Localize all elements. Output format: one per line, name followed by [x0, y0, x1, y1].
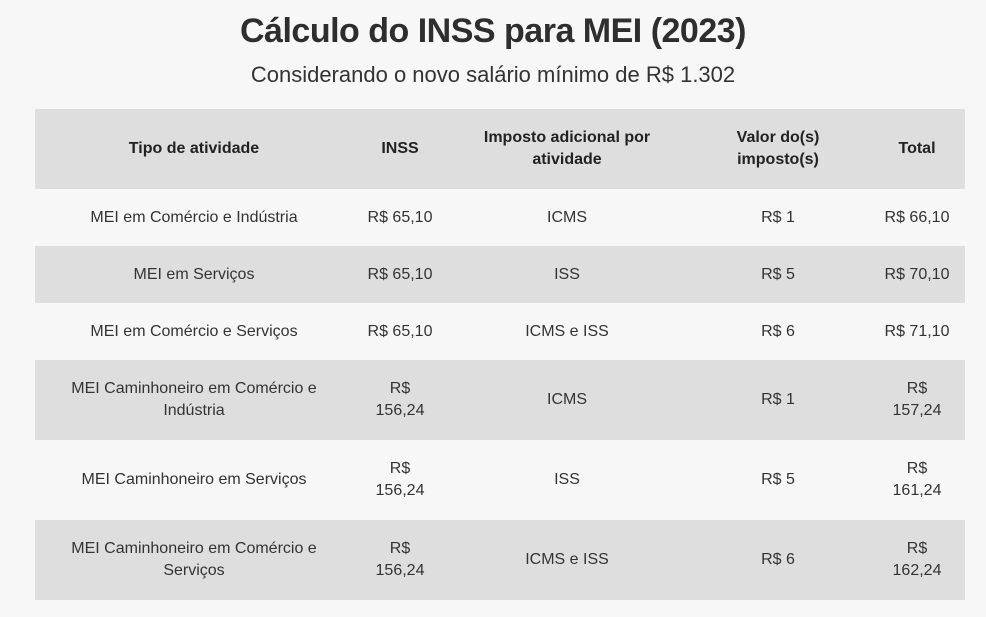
- cell-tipo: [35, 360, 353, 440]
- cell-inss: [353, 520, 447, 600]
- table-row: [35, 303, 965, 360]
- cell-inss: R$ 65,10: [353, 303, 447, 360]
- cell-tipo: MEI Caminhoneiro em Serviços: [35, 440, 353, 520]
- cell-tipo: MEI em Serviços: [35, 246, 353, 303]
- cell-inss: R$ 65,10: [353, 189, 447, 246]
- cell-inss-label: R$ 156,24: [375, 380, 425, 419]
- table-row: [35, 440, 965, 520]
- header-valor: [687, 109, 869, 189]
- cell-inss: R$ 65,10: [353, 246, 447, 303]
- cell-total-label: R$ 157,24: [892, 380, 942, 419]
- cell-inss: [353, 440, 447, 520]
- cell-tipo: [35, 520, 353, 600]
- cell-valor: R$ 6: [687, 303, 869, 360]
- cell-total: [869, 360, 965, 440]
- cell-total: R$ 70,10: [869, 246, 965, 303]
- cell-inss-label: R$ 156,24: [375, 540, 425, 579]
- cell-tipo-label: MEI Caminhoneiro em Comércio e Indústria: [71, 380, 317, 419]
- header-imposto: [447, 109, 687, 189]
- cell-imposto: ICMS e ISS: [447, 303, 687, 360]
- table-row: [35, 246, 965, 303]
- page-subtitle: Considerando o novo salário mínimo de R$ 1.302: [250, 62, 736, 87]
- table-row: [35, 360, 965, 440]
- table-header-row: [35, 109, 965, 189]
- table-row: [35, 189, 965, 246]
- cell-imposto: ISS: [447, 246, 687, 303]
- cell-tipo: MEI em Comércio e Serviços: [35, 303, 353, 360]
- cell-total: [869, 520, 965, 600]
- inss-table: [35, 109, 965, 600]
- page-title: Cálculo do INSS para MEI (2023): [240, 12, 746, 50]
- cell-valor: R$ 1: [687, 360, 869, 440]
- cell-total: R$ 71,10: [869, 303, 965, 360]
- cell-valor: R$ 5: [687, 246, 869, 303]
- cell-imposto: ISS: [447, 440, 687, 520]
- table-row: [35, 520, 965, 600]
- cell-inss-label: R$ 156,24: [375, 460, 425, 499]
- header-valor-label: Valor do(s) imposto(s): [736, 129, 820, 168]
- cell-valor: R$ 6: [687, 520, 869, 600]
- cell-total: R$ 66,10: [869, 189, 965, 246]
- cell-valor: R$ 5: [687, 440, 869, 520]
- cell-total-label: R$ 161,24: [892, 460, 942, 499]
- header-imposto-label: Imposto adicional por atividade: [483, 129, 651, 168]
- header-inss: INSS: [353, 109, 447, 189]
- cell-inss: [353, 360, 447, 440]
- cell-imposto: ICMS e ISS: [447, 520, 687, 600]
- cell-imposto: ICMS: [447, 189, 687, 246]
- cell-total-label: R$ 162,24: [892, 540, 942, 579]
- cell-tipo-label: MEI Caminhoneiro em Comércio e Serviços: [71, 540, 317, 579]
- cell-tipo: MEI em Comércio e Indústria: [35, 189, 353, 246]
- header-tipo: Tipo de atividade: [35, 109, 353, 189]
- cell-total: [869, 440, 965, 520]
- cell-valor: R$ 1: [687, 189, 869, 246]
- cell-imposto: ICMS: [447, 360, 687, 440]
- header-total: Total: [869, 109, 965, 189]
